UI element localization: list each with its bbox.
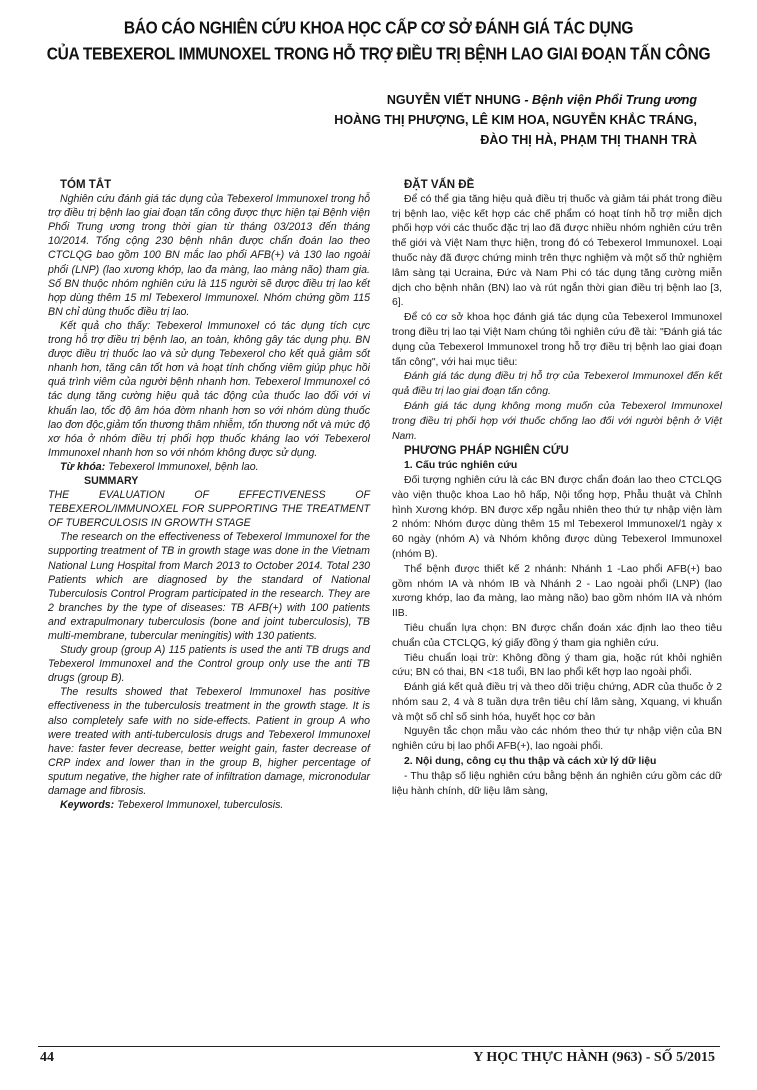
methods-paragraph-5: Đánh giá kết quả điều trị và theo dõi triệu chứng, ADR của thuốc ở 2 nhóm sau 2, 4 và 8 tuần dựa trên tiêu chí lâm sàng, Xquang, vi khuẩn và một số chỉ số sinh hóa, huyết học cơ bản bbox=[392, 682, 722, 723]
keywords-vi-value: Tebexerol Immunoxel, bệnh lao. bbox=[105, 460, 259, 473]
introduction-heading: ĐẶT VẤN ĐỀ bbox=[404, 179, 475, 191]
methods-paragraph-3: Tiêu chuẩn lựa chọn: BN được chẩn đoán xác định lao theo tiêu chuẩn của CTCLQG, ký giấy đồng ý tham gia nghiên cứu. bbox=[392, 622, 722, 649]
keywords-vi bbox=[48, 460, 370, 474]
summary-paragraph-2: Study group (group A) 115 patients is used the anti TB drugs and Tebexerol Immunoxel and the Control group only use the anti TB drugs (group B). bbox=[48, 644, 370, 685]
abstract-paragraph-1: Nghiên cứu đánh giá tác dụng của Tebexerol Immunoxel trong hỗ trợ điều trị bệnh lao giai đoạn tấn công được thực hiện tại Bệnh viện Phổi Trung ương trong thời gian từ tháng 03/2013 đến tháng 10/2014. Tổng cộng 230 bệnh nhân được chẩn đoán lao theo CTCLQG bao gồm 100 BN mắc lao phổi AFB(+) và 130 lao ngoài phổi (LNP) (lao xương khớp, lao đa màng, lao màng não) tham gia. Số BN thuộc nhóm nghiên cứu là 115 người sẽ được điều trị lao kết hợp dùng thêm 15 ml Tebexerol Immunoxel. Nhóm chứng gồm 115 BN chỉ dùng thuốc điều trị lao. bbox=[48, 193, 370, 318]
keywords-en bbox=[48, 798, 370, 812]
author-line-3: ĐÀO THỊ HÀ, PHẠM THỊ THANH TRÀ bbox=[480, 133, 697, 147]
methods-subheading-1: 1. Cấu trúc nghiên cứu bbox=[404, 460, 518, 472]
methods-paragraph-4: Tiêu chuẩn loại trừ: Không đồng ý tham gia, hoặc rút khỏi nghiên cứu; BN có thai, BN <18 tuổi, BN lao phổi kết hợp lao ngoài phổi. bbox=[392, 652, 722, 679]
author-line-1 bbox=[334, 90, 697, 110]
keywords-en-label: Keywords: bbox=[60, 799, 115, 812]
methods-paragraph-2: Thể bệnh được thiết kế 2 nhánh: Nhánh 1 -Lao phổi AFB(+) bao gồm nhóm IA và nhóm IB và Nhánh 2 - Lao ngoài phổi (LNP) (lao xương khớp, lao đa màng, lao màng não) bao gồm nhóm IIA và nhóm IIB. bbox=[392, 563, 722, 620]
author-block bbox=[334, 90, 697, 150]
summary-paragraph-3: The results showed that Tebexerol Immunoxel has positive effectiveness in the tuberculosis treatment in the growth stage. It is also completely safe with no side-effects. Patient in group A who were treated with anti-tuberculosis drugs and Tebexerol Immunoxel have: faster fever decrease, better weight gain, faster decrease of CRP index and lower than in the group B, higher percentage of sputum negative, the higher rate of infiltration damage, micronodular damage and fibrosis. bbox=[48, 686, 370, 798]
journal-footer: Y HỌC THỰC HÀNH (963) - SỐ 5/2015 bbox=[473, 1050, 715, 1065]
objective-2: Đánh giá tác dụng không mong muốn của Tebexerol Immunoxel trong điều trị phối hợp với thuốc chống lao đối với người bệnh ở Việt Nam. bbox=[392, 400, 722, 442]
affiliation: - Bệnh viện Phổi Trung ương bbox=[520, 93, 697, 107]
keywords-en-value: Tebexerol Immunoxel, tuberculosis. bbox=[114, 799, 284, 812]
summary-heading: SUMMARY bbox=[84, 474, 139, 487]
summary-title: THE EVALUATION OF EFFECTIVENESS OF TEBEXEROL/IMMUNOXEL FOR SUPPORTING THE TREATMENT OF TUBERCULOSIS IN GROWTH STAGE bbox=[48, 489, 370, 530]
author-line-2: HOÀNG THỊ PHƯỢNG, LÊ KIM HOA, NGUYỄN KHẮC TRÁNG, bbox=[334, 113, 697, 127]
abstract-paragraph-2: Kết quả cho thấy: Tebexerol Immunoxel có tác dụng tích cực trong hỗ trợ điều trị bệnh lao, an toàn, không gây tác dụng phụ. BN được điều trị thuốc lao và sử dụng Tebexerol cho kết quả giảm sốt nhanh hơn, tăng cân tốt hơn và hoạt tính chống viêm giúp phục hồi quá trình viêm của người bệnh nhanh hơn. Tebexerol Immunoxel có tác dụng tăng cường hiệu quả tác động của thuốc lao đối với vi khuẩn lao, tốc độ âm hóa đờm nhanh hơn so với nhóm dùng thuốc lao đơn độc,giảm tổn thương thâm nhiễm, tổn thương nốt và mức độ xơ hóa ở nhóm điều trị phối hợp thuốc kháng lao với Tebexerol Immunoxel nhanh hơn so với nhóm không được sử dụng. bbox=[48, 319, 370, 459]
methods-paragraph-6: Nguyên tắc chọn mẫu vào các nhóm theo thứ tự nhập viện của BN nghiên cứu bị lao phổi AFB(+), lao ngoài phổi. bbox=[392, 726, 722, 753]
methods-paragraph-1: Đối tượng nghiên cứu là các BN được chẩn đoán lao theo CTCLQG vào viện thuộc khoa Lao hô hấp, Nội tổng hợp, Phẫu thuật và Chỉnh hình Xương khớp. BN được xếp ngẫu nhiên theo thứ tự nhập viện làm 2 nhóm: Nhóm được dùng thêm 15 ml Tebexerol Immunoxel/1 ngày x 60 ngày (nhóm A) và Nhóm không được dùng Tebexerol Immunoxel (nhóm B). bbox=[392, 474, 722, 560]
summary-paragraph-1: The research on the effectiveness of Tebexerol Immunoxel for the supporting treatment of TB in growth stage was done in the Vietnam National Lung Hospital from March 2013 to October 2014. Total 230 Patients which are diagnosed by the standard of National Tuberculosis Control Program participated in the research. They are 2 branches by the type of diseases: TB AFB(+) with 100 patients and extrapulmonary tuberculosis (bone and joint tuberculosis), TB multi-membrane, tubercular meningitis) with 130 patients. bbox=[48, 531, 370, 642]
right-column bbox=[392, 178, 722, 799]
page-number: 44 bbox=[40, 1050, 54, 1065]
objective-1: Đánh giá tác dụng điều trị hỗ trợ của Tebexerol Immunoxel đến kết quả điều trị lao giai đoạn tấn công. bbox=[392, 371, 722, 398]
paper-title-line-2: CỦA TEBEXEROL IMMUNOXEL TRONG HỖ TRỢ ĐIỀU TRỊ BỆNH LAO GIAI ĐOẠN TẤN CÔNG bbox=[46, 44, 711, 65]
abstract-heading: TÓM TẮT bbox=[60, 179, 112, 191]
paper-title-line-1: BÁO CÁO NGHIÊN CỨU KHOA HỌC CẤP CƠ SỞ ĐÁNH GIÁ TÁC DỤNG bbox=[123, 18, 634, 39]
introduction-paragraph-1: Để có thể gia tăng hiệu quả điều trị thuốc và giảm tái phát trong điều trị bệnh lao, việc kết hợp các chế phẩm có hoạt tính hỗ trợ miễn dịch phối hợp với các thuốc đặc trị lao đã được nhiều nhóm nghiên cứu trên thế giới và Việt Nam thực hiện, trong đó có Tebexerol Immunoxel. Loại thuốc này đã được chứng minh trên thực nghiệm và một số thử nghiệm lâm sàng tại Ucraina, Đức và Nam Phi có tác dụng tăng cường miễn dịch cho bệnh nhân (BN) lao và rút ngắn thời gian điều trị bệnh lao [3, 6]. bbox=[392, 193, 722, 309]
left-column bbox=[48, 178, 370, 812]
methods-heading: PHƯƠNG PHÁP NGHIÊN CỨU bbox=[404, 445, 569, 458]
keywords-vi-label: Từ khóa: bbox=[60, 460, 106, 473]
lead-author: NGUYỄN VIẾT NHUNG bbox=[386, 93, 521, 107]
footer-rule bbox=[38, 1046, 720, 1047]
methods-subheading-2: 2. Nội dung, công cụ thu thập và cách xử lý dữ liệu bbox=[404, 756, 657, 768]
methods-paragraph-7: - Thu thập số liệu nghiên cứu bằng bệnh án nghiên cứu gồm các dữ liệu hành chính, dữ liệu lâm sàng, bbox=[392, 770, 722, 797]
introduction-paragraph-2: Để có cơ sở khoa học đánh giá tác dụng của Tebexerol Immunoxel trong điều trị lao tại Việt Nam chúng tôi nghiên cứu đề tài: "Đánh giá tác dụng của Tebexerol Immunoxel trong hỗ trợ điều trị bệnh lao giai đoạn tấn công", với hai mục tiêu: bbox=[392, 312, 722, 368]
